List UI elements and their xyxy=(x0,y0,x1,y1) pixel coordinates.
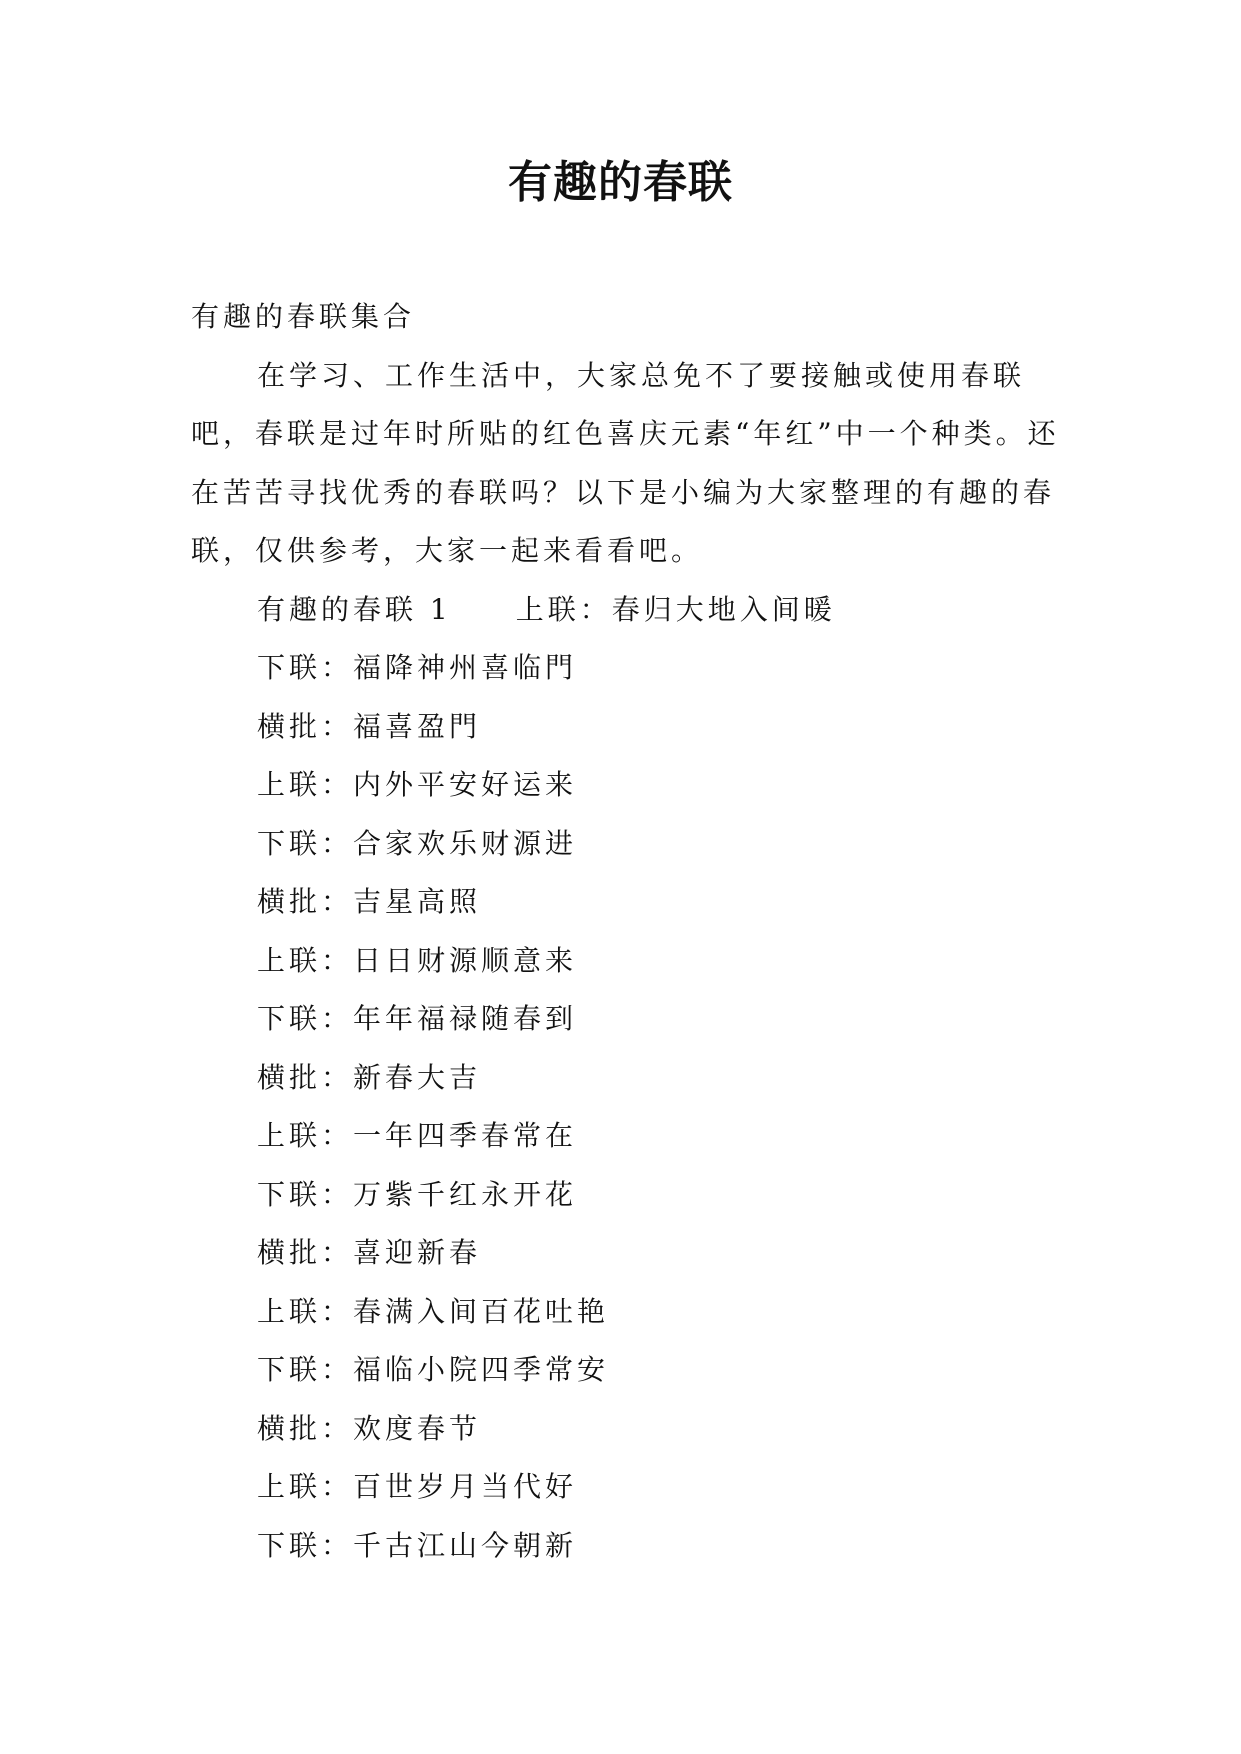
couplet-line: 横批：福喜盈門 xyxy=(257,709,482,743)
couplet-line: 下联：福临小院四季常安 xyxy=(257,1353,610,1386)
couplet-line: 上联：内外平安好运来 xyxy=(257,768,578,801)
couplet-line: 横批：欢度春节 xyxy=(257,1411,482,1445)
couplet-line: 上联：百世岁月当代好 xyxy=(257,1470,578,1503)
couplet-line: 上联：一年四季春常在 xyxy=(257,1119,578,1152)
intro-paragraph: 在学习、工作生活中，大家总免不了要接触或使用春联吧，春联是过年时所贴的红色喜庆元素“年红”中一个种类。还在苦苦寻找优秀的春联吗？以下是小编为大家整理的有趣的春联，仅供参考，大家一起来看看吧。 xyxy=(191,358,1060,567)
couplet-line: 下联：千古江山今朝新 xyxy=(257,1528,578,1562)
couplet-line: 下联：万紫千红永开花 xyxy=(257,1177,578,1211)
couplet-line: 横批：喜迎新春 xyxy=(257,1236,482,1269)
couplet-line: 上联：春归大地入间暖 xyxy=(515,592,836,626)
couplet-line: 横批：吉星高照 xyxy=(257,885,482,918)
couplet-line: 横批：新春大吉 xyxy=(257,1060,482,1094)
document-subtitle: 有趣的春联集合 xyxy=(191,300,416,333)
couplet-heading-row xyxy=(191,581,1061,640)
couplet-line: 下联：福降神州喜临門 xyxy=(257,651,578,684)
couplet-line: 上联：日日财源顺意来 xyxy=(257,943,578,977)
couplet-line: 下联：合家欢乐财源进 xyxy=(257,826,578,860)
section-heading: 有趣的春联 1 xyxy=(257,592,452,626)
document-body xyxy=(191,288,1061,1575)
document-title: 有趣的春联 xyxy=(508,157,733,208)
couplet-line: 上联：春满入间百花吐艳 xyxy=(257,1294,610,1328)
couplet-line: 下联：年年福禄随春到 xyxy=(257,1002,578,1035)
